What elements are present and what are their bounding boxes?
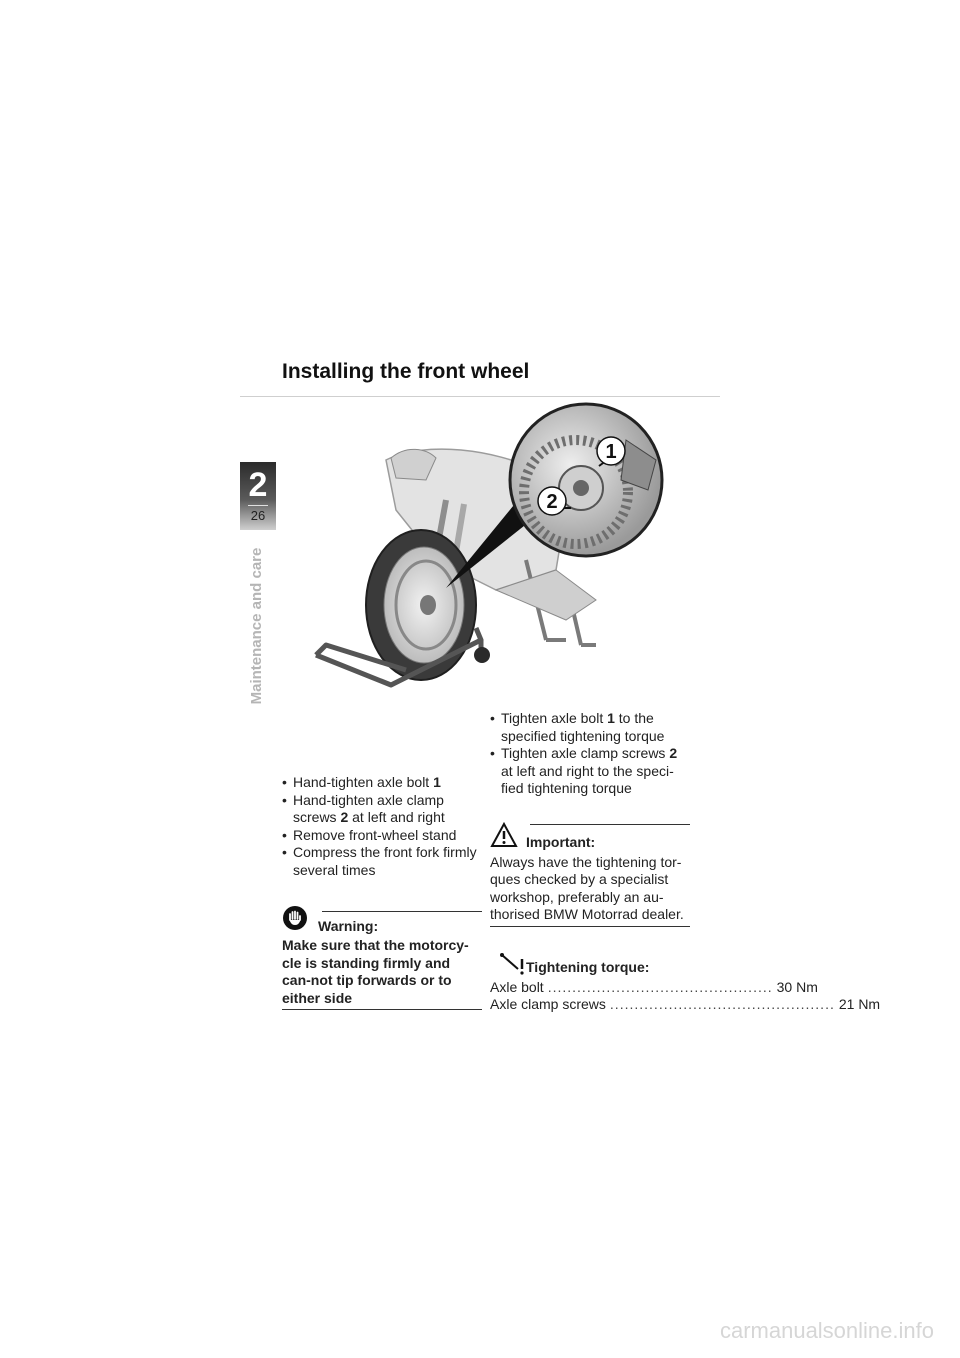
torque-row: Axle clamp screws .............................................. 21 Nm (490, 996, 881, 1012)
warning-divider (282, 1009, 482, 1010)
list-item: • Compress the front fork firmly several times (282, 844, 482, 879)
torque-label: Axle bolt (490, 978, 544, 995)
torque-label: Axle clamp screws (490, 996, 606, 1012)
warning-text: Make sure that the motorcy-cle is standing firmly and can-not tip forwards or to either side (282, 937, 469, 1006)
attention-icon (490, 822, 518, 848)
list-item: • Remove front-wheel stand (282, 827, 482, 845)
callout-2-label: 2 (546, 491, 558, 513)
list-item: • Tighten axle clamp screws 2 at left and right to the speci-fied tightening torque (490, 745, 690, 798)
warning-header (282, 901, 482, 935)
torque-title: Tightening torque: (526, 958, 650, 975)
callout-1-label: 1 (605, 441, 617, 463)
list-item: • Hand-tighten axle clamp screws 2 at left and right (282, 792, 482, 827)
section-label: Maintenance and care (248, 547, 265, 705)
important-header (490, 820, 690, 854)
hand-stop-icon (282, 905, 308, 931)
list-item: • Hand-tighten axle bolt 1 (282, 774, 482, 792)
page-number: 26 (250, 508, 266, 523)
watermark: carmanualsonline.info (719, 1318, 934, 1343)
important-title: Important: (526, 833, 596, 850)
torque-value: 30 Nm (776, 978, 818, 995)
left-steps-list (282, 774, 482, 879)
important-text: Always have the tightening tor-ques checked by a specialist workshop, preferably an au-thorised BMW Motorrad dealer. (490, 853, 684, 922)
chapter-tab-divider (248, 505, 268, 506)
warning-title: Warning: (318, 918, 379, 934)
chapter-number: 2 (248, 466, 268, 504)
right-steps-list (490, 710, 690, 798)
torque-row: Axle bolt .............................................. 30 Nm (490, 978, 818, 995)
torque-header (490, 953, 690, 975)
left-column (282, 774, 482, 1010)
torque-value: 21 Nm (838, 996, 881, 1012)
list-item: • Tighten axle bolt 1 to the specified tightening torque (490, 710, 690, 745)
title-divider (240, 396, 720, 397)
front-wheel-illustration (296, 400, 716, 700)
page-title: Installing the front wheel (282, 360, 530, 383)
right-column (490, 710, 881, 1014)
